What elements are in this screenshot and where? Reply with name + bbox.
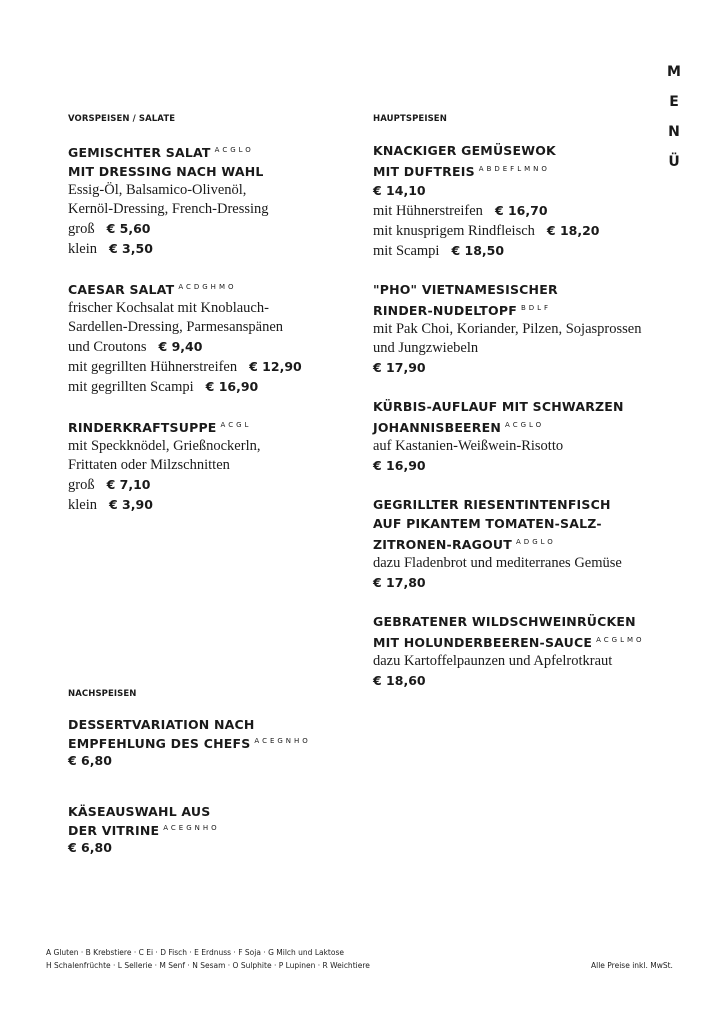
section-label: NACHSPEISEN <box>68 689 137 699</box>
item-title-text: GEBRATENER WILDSCHWEINRÜCKEN <box>373 614 636 629</box>
item-title-line <box>373 141 693 160</box>
item-title-line <box>68 820 368 839</box>
price-value: € 16,70 <box>494 203 548 218</box>
price-label: mit Hühnerstreifen <box>373 203 483 219</box>
menu-item <box>373 280 693 378</box>
price-label: groß <box>68 221 95 237</box>
price-line <box>373 241 693 261</box>
price-line <box>68 357 368 377</box>
price-value: € 6,80 <box>68 840 112 855</box>
price-value: € 3,90 <box>109 497 153 512</box>
allergen-codes: BDLF <box>520 304 552 312</box>
item-title-line <box>373 533 693 554</box>
price-line <box>68 839 368 857</box>
item-title-text: AUF PIKANTEM TOMATEN-SALZ- <box>373 516 602 531</box>
item-description: dazu Kartoffelpaunzen und Apfelrotkraut <box>373 653 613 669</box>
price-value: € 6,80 <box>68 753 112 768</box>
menu-letter: Ü <box>668 154 680 170</box>
item-title-line <box>68 162 368 181</box>
item-title-text: DESSERTVARIATION NACH <box>68 717 255 732</box>
item-title-text: JOHANNISBEEREN <box>373 420 502 435</box>
item-title-line <box>373 299 693 320</box>
item-description: Essig-Öl, Balsamico-Olivenöl, <box>68 182 247 198</box>
section-starters <box>68 113 368 534</box>
item-description: Frittaten oder Milzschnitten <box>68 457 230 473</box>
item-title-line <box>373 495 693 514</box>
item-title-text: MIT DUFTREIS <box>373 164 475 179</box>
price-value: € 5,60 <box>106 221 151 236</box>
price-value: € 16,90 <box>205 379 259 394</box>
price-label: klein <box>68 497 97 513</box>
menu-item <box>68 141 368 259</box>
item-title-text: ZITRONEN-RAGOUT <box>373 537 513 552</box>
tax-note: Alle Preise inkl. MwSt. <box>591 961 673 970</box>
item-title-text: RINDER-NUDELTOPF <box>373 303 517 318</box>
item-title-line <box>68 716 368 733</box>
price-label: mit knusprigem Rindfleisch <box>373 223 535 239</box>
price-line <box>68 495 368 515</box>
price-line <box>373 201 693 221</box>
price-value: € 3,50 <box>109 241 153 256</box>
item-title-line <box>373 280 693 299</box>
item-description: Kernöl-Dressing, French-Dressing <box>68 201 269 217</box>
menu-letter: N <box>668 124 680 140</box>
item-title-text: MIT DRESSING NACH WAHL <box>68 164 264 179</box>
item-title-text: KÄSEAUSWAHL AUS <box>68 804 211 819</box>
price-value: € 18,50 <box>451 243 505 258</box>
item-title-line <box>68 803 368 820</box>
price-value: € 9,40 <box>158 339 203 354</box>
price-line <box>68 475 368 495</box>
menu-item <box>373 495 693 593</box>
section-label: VORSPEISEN / SALATE <box>68 114 176 124</box>
item-title-text: RINDERKRAFTSUPPE <box>68 420 217 435</box>
item-title-line <box>373 416 693 437</box>
price-line <box>373 181 693 201</box>
allergen-codes: ABDEFLMNO <box>478 165 550 173</box>
allergen-legend-line: H Schalenfrüchte · L Sellerie · M Senf · N Sesam · O Sulphite · P Lupinen · R Weichtiere <box>46 961 370 970</box>
price-line <box>68 337 368 357</box>
allergen-codes: ACGLMO <box>596 636 645 644</box>
item-title-line <box>68 278 368 299</box>
allergen-legend-line: A Gluten · B Krebstiere · C Ei · D Fisch · E Erdnuss · F Soja · G Milch und Laktose <box>46 948 344 957</box>
menu-letter: M <box>667 64 681 80</box>
menu-item <box>68 416 368 515</box>
menu-item <box>68 716 368 770</box>
price-label: mit gegrillten Scampi <box>68 379 194 395</box>
item-title-text: GEGRILLTER RIESENTINTENFISCH <box>373 497 611 512</box>
price-line <box>373 358 693 378</box>
item-title-line <box>373 631 693 652</box>
item-title-line <box>373 514 693 533</box>
price-label: und Croutons <box>68 339 147 355</box>
price-value: € 12,90 <box>249 359 302 374</box>
allergen-codes: ADGLO <box>516 538 556 546</box>
allergen-codes: ACGL <box>220 421 252 429</box>
item-title-line <box>68 416 368 437</box>
allergen-codes: ACGLO <box>214 146 254 154</box>
item-description: Sardellen-Dressing, Parmesanspänen <box>68 319 284 335</box>
allergen-codes: ACEGNHO <box>163 824 220 832</box>
price-line <box>373 573 693 593</box>
item-title-line <box>373 397 693 416</box>
item-description: auf Kastanien-Weißwein-Risotto <box>373 438 564 454</box>
item-title-text: KNACKIGER GEMÜSEWOK <box>373 143 556 158</box>
price-line <box>373 671 693 691</box>
price-line <box>68 752 368 770</box>
item-title-text: CAESAR SALAT <box>68 282 175 297</box>
item-title-text: GEMISCHTER SALAT <box>68 145 211 160</box>
menu-item <box>373 612 693 691</box>
item-description: und Jungzwiebeln <box>373 340 479 356</box>
price-value: € 17,90 <box>373 360 426 375</box>
menu-item <box>373 397 693 476</box>
price-line <box>68 377 368 397</box>
item-title-text: KÜRBIS-AUFLAUF MIT SCHWARZEN <box>373 399 624 414</box>
allergen-codes: ACEGNHO <box>254 737 311 745</box>
item-title-text: "PHO" VIETNAMESISCHER <box>373 282 558 297</box>
menu-item <box>373 141 693 261</box>
price-label: groß <box>68 477 95 493</box>
price-label: klein <box>68 241 97 257</box>
menu-letter: E <box>669 94 679 110</box>
item-description: mit Speckknödel, Grießnockerln, <box>68 438 261 454</box>
section-desserts <box>68 688 368 890</box>
price-value: € 17,80 <box>373 575 426 590</box>
allergen-codes: ACDGHMO <box>178 283 237 291</box>
item-title-text: DER VITRINE <box>68 823 160 838</box>
item-title-line <box>68 141 368 162</box>
item-description: dazu Fladenbrot und mediterranes Gemüse <box>373 555 622 571</box>
item-title-text: MIT HOLUNDERBEEREN-SAUCE <box>373 635 593 650</box>
menu-item <box>68 803 368 857</box>
allergen-legend <box>46 946 370 972</box>
section-label: HAUPTSPEISEN <box>373 114 447 124</box>
price-value: € 18,60 <box>373 673 426 688</box>
price-line <box>68 219 368 239</box>
price-label: mit Scampi <box>373 243 440 259</box>
price-line <box>373 456 693 476</box>
price-value: € 16,90 <box>373 458 426 473</box>
item-title-line <box>373 612 693 631</box>
item-title-text: EMPFEHLUNG DES CHEFS <box>68 736 251 751</box>
price-value: € 14,10 <box>373 183 426 198</box>
allergen-codes: ACGLO <box>505 421 545 429</box>
item-title-line <box>68 733 368 752</box>
item-description: mit Pak Choi, Koriander, Pilzen, Sojasprossen <box>373 321 642 337</box>
price-value: € 18,20 <box>546 223 600 238</box>
item-description: frischer Kochsalat mit Knoblauch- <box>68 300 269 316</box>
menu-item <box>68 278 368 397</box>
price-line <box>373 221 693 241</box>
item-title-line <box>373 160 693 181</box>
price-value: € 7,10 <box>106 477 151 492</box>
price-line <box>68 239 368 259</box>
price-label: mit gegrillten Hühnerstreifen <box>68 359 238 375</box>
section-mains <box>373 113 693 710</box>
